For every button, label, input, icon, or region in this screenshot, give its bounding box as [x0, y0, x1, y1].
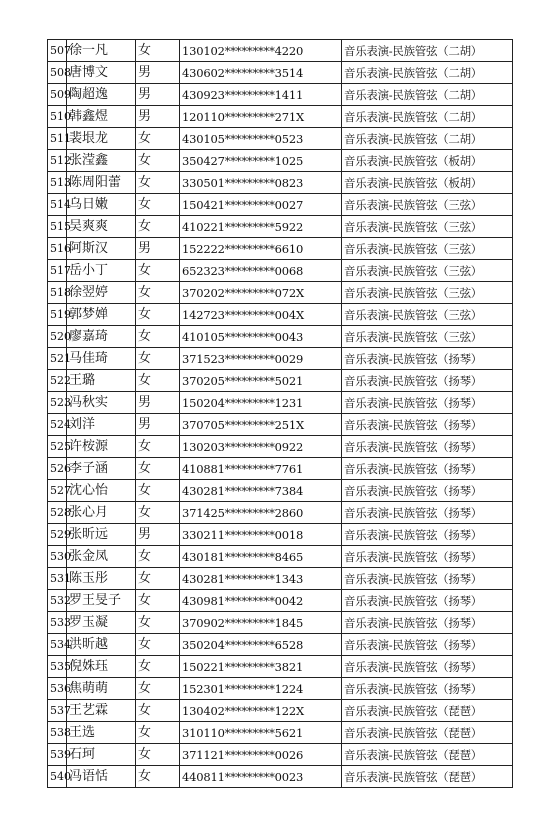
major-name: 音乐表演-民族管弦（扬琴） — [342, 524, 513, 546]
id-number: 371523*********0029 — [180, 348, 342, 370]
student-gender: 女 — [136, 502, 180, 524]
student-gender: 女 — [136, 612, 180, 634]
major-name: 音乐表演-民族管弦（琵琶） — [342, 766, 513, 788]
student-name: 陶超逸 — [67, 84, 136, 106]
major-name: 音乐表演-民族管弦（扬琴） — [342, 436, 513, 458]
student-name: 李子涵 — [67, 458, 136, 480]
major-name: 音乐表演-民族管弦（扬琴） — [342, 612, 513, 634]
id-number: 142723*********004X — [180, 304, 342, 326]
row-number: 539 — [48, 744, 67, 766]
table-row — [48, 216, 513, 238]
table-row — [48, 370, 513, 392]
roster-body — [48, 40, 513, 788]
id-number: 152222*********6610 — [180, 238, 342, 260]
table-row — [48, 106, 513, 128]
major-name: 音乐表演-民族管弦（扬琴） — [342, 414, 513, 436]
row-number: 538 — [48, 722, 67, 744]
id-number: 150421*********0027 — [180, 194, 342, 216]
table-row — [48, 282, 513, 304]
student-name: 陈周阳蕾 — [67, 172, 136, 194]
student-gender: 男 — [136, 106, 180, 128]
id-number: 410881*********7761 — [180, 458, 342, 480]
id-number: 430105*********0523 — [180, 128, 342, 150]
major-name: 音乐表演-民族管弦（三弦） — [342, 216, 513, 238]
student-gender: 女 — [136, 436, 180, 458]
student-gender: 男 — [136, 62, 180, 84]
row-number: 521 — [48, 348, 67, 370]
student-name: 裴垠龙 — [67, 128, 136, 150]
student-gender: 男 — [136, 414, 180, 436]
major-name: 音乐表演-民族管弦（扬琴） — [342, 458, 513, 480]
row-number: 537 — [48, 700, 67, 722]
table-row — [48, 150, 513, 172]
student-name: 罗玉凝 — [67, 612, 136, 634]
id-number: 370205*********5021 — [180, 370, 342, 392]
major-name: 音乐表演-民族管弦（三弦） — [342, 304, 513, 326]
student-gender: 女 — [136, 458, 180, 480]
table-row — [48, 414, 513, 436]
row-number: 518 — [48, 282, 67, 304]
row-number: 508 — [48, 62, 67, 84]
student-name: 乌日嫩 — [67, 194, 136, 216]
row-number: 532 — [48, 590, 67, 612]
row-number: 525 — [48, 436, 67, 458]
table-row — [48, 40, 513, 62]
student-gender: 男 — [136, 524, 180, 546]
student-gender: 女 — [136, 304, 180, 326]
row-number: 540 — [48, 766, 67, 788]
student-gender: 女 — [136, 326, 180, 348]
table-row — [48, 128, 513, 150]
id-number: 410105*********0043 — [180, 326, 342, 348]
student-roster-table — [47, 39, 513, 788]
student-gender: 女 — [136, 370, 180, 392]
student-gender: 女 — [136, 722, 180, 744]
student-gender: 女 — [136, 150, 180, 172]
table-row — [48, 392, 513, 414]
table-row — [48, 194, 513, 216]
student-name: 张心月 — [67, 502, 136, 524]
id-number: 652323*********0068 — [180, 260, 342, 282]
major-name: 音乐表演-民族管弦（板胡） — [342, 150, 513, 172]
student-name: 陈玉彤 — [67, 568, 136, 590]
row-number: 529 — [48, 524, 67, 546]
table-row — [48, 568, 513, 590]
row-number: 528 — [48, 502, 67, 524]
major-name: 音乐表演-民族管弦（三弦） — [342, 260, 513, 282]
student-name: 焦萌萌 — [67, 678, 136, 700]
student-gender: 女 — [136, 194, 180, 216]
major-name: 音乐表演-民族管弦（扬琴） — [342, 502, 513, 524]
table-row — [48, 722, 513, 744]
id-number: 330501*********0823 — [180, 172, 342, 194]
row-number: 534 — [48, 634, 67, 656]
table-row — [48, 766, 513, 788]
table-row — [48, 634, 513, 656]
major-name: 音乐表演-民族管弦（琵琶） — [342, 722, 513, 744]
row-number: 515 — [48, 216, 67, 238]
student-name: 王艺霖 — [67, 700, 136, 722]
id-number: 430602*********3514 — [180, 62, 342, 84]
table-row — [48, 326, 513, 348]
row-number: 509 — [48, 84, 67, 106]
row-number: 507 — [48, 40, 67, 62]
id-number: 430281*********1343 — [180, 568, 342, 590]
student-name: 张昕远 — [67, 524, 136, 546]
major-name: 音乐表演-民族管弦（二胡） — [342, 84, 513, 106]
id-number: 130102*********4220 — [180, 40, 342, 62]
student-name: 马佳琦 — [67, 348, 136, 370]
row-number: 517 — [48, 260, 67, 282]
student-name: 韩鑫煜 — [67, 106, 136, 128]
id-number: 371121*********0026 — [180, 744, 342, 766]
student-name: 王选 — [67, 722, 136, 744]
row-number: 524 — [48, 414, 67, 436]
student-name: 沈心怡 — [67, 480, 136, 502]
student-name: 冯语恬 — [67, 766, 136, 788]
student-name: 徐翌婷 — [67, 282, 136, 304]
id-number: 370705*********251X — [180, 414, 342, 436]
student-name: 王璐 — [67, 370, 136, 392]
student-gender: 男 — [136, 238, 180, 260]
student-name: 罗王旻子 — [67, 590, 136, 612]
row-number: 530 — [48, 546, 67, 568]
student-name: 阿斯汉 — [67, 238, 136, 260]
major-name: 音乐表演-民族管弦（扬琴） — [342, 348, 513, 370]
row-number: 536 — [48, 678, 67, 700]
major-name: 音乐表演-民族管弦（扬琴） — [342, 370, 513, 392]
major-name: 音乐表演-民族管弦（扬琴） — [342, 656, 513, 678]
student-name: 吴爽爽 — [67, 216, 136, 238]
major-name: 音乐表演-民族管弦（三弦） — [342, 326, 513, 348]
major-name: 音乐表演-民族管弦（扬琴） — [342, 480, 513, 502]
major-name: 音乐表演-民族管弦（扬琴） — [342, 568, 513, 590]
student-name: 许桉源 — [67, 436, 136, 458]
major-name: 音乐表演-民族管弦（二胡） — [342, 128, 513, 150]
table-row — [48, 502, 513, 524]
student-gender: 女 — [136, 216, 180, 238]
id-number: 430923*********1411 — [180, 84, 342, 106]
id-number: 350204*********6528 — [180, 634, 342, 656]
student-gender: 女 — [136, 700, 180, 722]
student-name: 冯秋实 — [67, 392, 136, 414]
table-row — [48, 84, 513, 106]
row-number: 535 — [48, 656, 67, 678]
major-name: 音乐表演-民族管弦（二胡） — [342, 40, 513, 62]
student-name: 唐博文 — [67, 62, 136, 84]
table-row — [48, 304, 513, 326]
row-number: 523 — [48, 392, 67, 414]
student-gender: 女 — [136, 480, 180, 502]
row-number: 519 — [48, 304, 67, 326]
major-name: 音乐表演-民族管弦（扬琴） — [342, 634, 513, 656]
id-number: 430181*********8465 — [180, 546, 342, 568]
row-number: 527 — [48, 480, 67, 502]
student-gender: 女 — [136, 40, 180, 62]
row-number: 516 — [48, 238, 67, 260]
id-number: 310110*********5621 — [180, 722, 342, 744]
row-number: 522 — [48, 370, 67, 392]
table-row — [48, 590, 513, 612]
id-number: 130203*********0922 — [180, 436, 342, 458]
student-gender: 女 — [136, 282, 180, 304]
student-name: 徐一凡 — [67, 40, 136, 62]
id-number: 370902*********1845 — [180, 612, 342, 634]
major-name: 音乐表演-民族管弦（扬琴） — [342, 546, 513, 568]
major-name: 音乐表演-民族管弦（扬琴） — [342, 678, 513, 700]
student-name: 张金凤 — [67, 546, 136, 568]
table-row — [48, 436, 513, 458]
table-row — [48, 458, 513, 480]
table-row — [48, 62, 513, 84]
student-gender: 女 — [136, 678, 180, 700]
major-name: 音乐表演-民族管弦（三弦） — [342, 238, 513, 260]
student-gender: 女 — [136, 128, 180, 150]
major-name: 音乐表演-民族管弦（三弦） — [342, 282, 513, 304]
student-name: 郭梦婵 — [67, 304, 136, 326]
row-number: 533 — [48, 612, 67, 634]
id-number: 430281*********7384 — [180, 480, 342, 502]
id-number: 120110*********271X — [180, 106, 342, 128]
id-number: 130402*********122X — [180, 700, 342, 722]
table-row — [48, 744, 513, 766]
id-number: 430981*********0042 — [180, 590, 342, 612]
student-gender: 女 — [136, 590, 180, 612]
student-name: 洪昕越 — [67, 634, 136, 656]
id-number: 440811*********0023 — [180, 766, 342, 788]
table-row — [48, 238, 513, 260]
id-number: 330211*********0018 — [180, 524, 342, 546]
student-gender: 女 — [136, 766, 180, 788]
table-row — [48, 612, 513, 634]
row-number: 513 — [48, 172, 67, 194]
table-row — [48, 678, 513, 700]
student-gender: 男 — [136, 84, 180, 106]
row-number: 520 — [48, 326, 67, 348]
major-name: 音乐表演-民族管弦（三弦） — [342, 194, 513, 216]
table-row — [48, 700, 513, 722]
table-row — [48, 546, 513, 568]
table-row — [48, 480, 513, 502]
student-gender: 女 — [136, 568, 180, 590]
major-name: 音乐表演-民族管弦（扬琴） — [342, 392, 513, 414]
row-number: 514 — [48, 194, 67, 216]
id-number: 410221*********5922 — [180, 216, 342, 238]
id-number: 371425*********2860 — [180, 502, 342, 524]
major-name: 音乐表演-民族管弦（琵琶） — [342, 744, 513, 766]
id-number: 150204*********1231 — [180, 392, 342, 414]
id-number: 150221*********3821 — [180, 656, 342, 678]
student-name: 刘洋 — [67, 414, 136, 436]
id-number: 350427*********1025 — [180, 150, 342, 172]
row-number: 512 — [48, 150, 67, 172]
student-gender: 女 — [136, 348, 180, 370]
student-gender: 男 — [136, 392, 180, 414]
row-number: 510 — [48, 106, 67, 128]
major-name: 音乐表演-民族管弦（扬琴） — [342, 590, 513, 612]
student-gender: 女 — [136, 634, 180, 656]
student-name: 倪姝珏 — [67, 656, 136, 678]
table-row — [48, 524, 513, 546]
student-name: 张滢鑫 — [67, 150, 136, 172]
table-row — [48, 172, 513, 194]
major-name: 音乐表演-民族管弦（二胡） — [342, 62, 513, 84]
student-gender: 女 — [136, 656, 180, 678]
student-gender: 女 — [136, 260, 180, 282]
row-number: 511 — [48, 128, 67, 150]
table-row — [48, 348, 513, 370]
row-number: 531 — [48, 568, 67, 590]
id-number: 152301*********1224 — [180, 678, 342, 700]
major-name: 音乐表演-民族管弦（板胡） — [342, 172, 513, 194]
id-number: 370202*********072X — [180, 282, 342, 304]
student-name: 石珂 — [67, 744, 136, 766]
major-name: 音乐表演-民族管弦（二胡） — [342, 106, 513, 128]
table-row — [48, 260, 513, 282]
student-name: 廖嘉琦 — [67, 326, 136, 348]
student-name: 岳小丁 — [67, 260, 136, 282]
major-name: 音乐表演-民族管弦（琵琶） — [342, 700, 513, 722]
student-gender: 女 — [136, 744, 180, 766]
row-number: 526 — [48, 458, 67, 480]
table-row — [48, 656, 513, 678]
student-gender: 女 — [136, 546, 180, 568]
student-gender: 女 — [136, 172, 180, 194]
